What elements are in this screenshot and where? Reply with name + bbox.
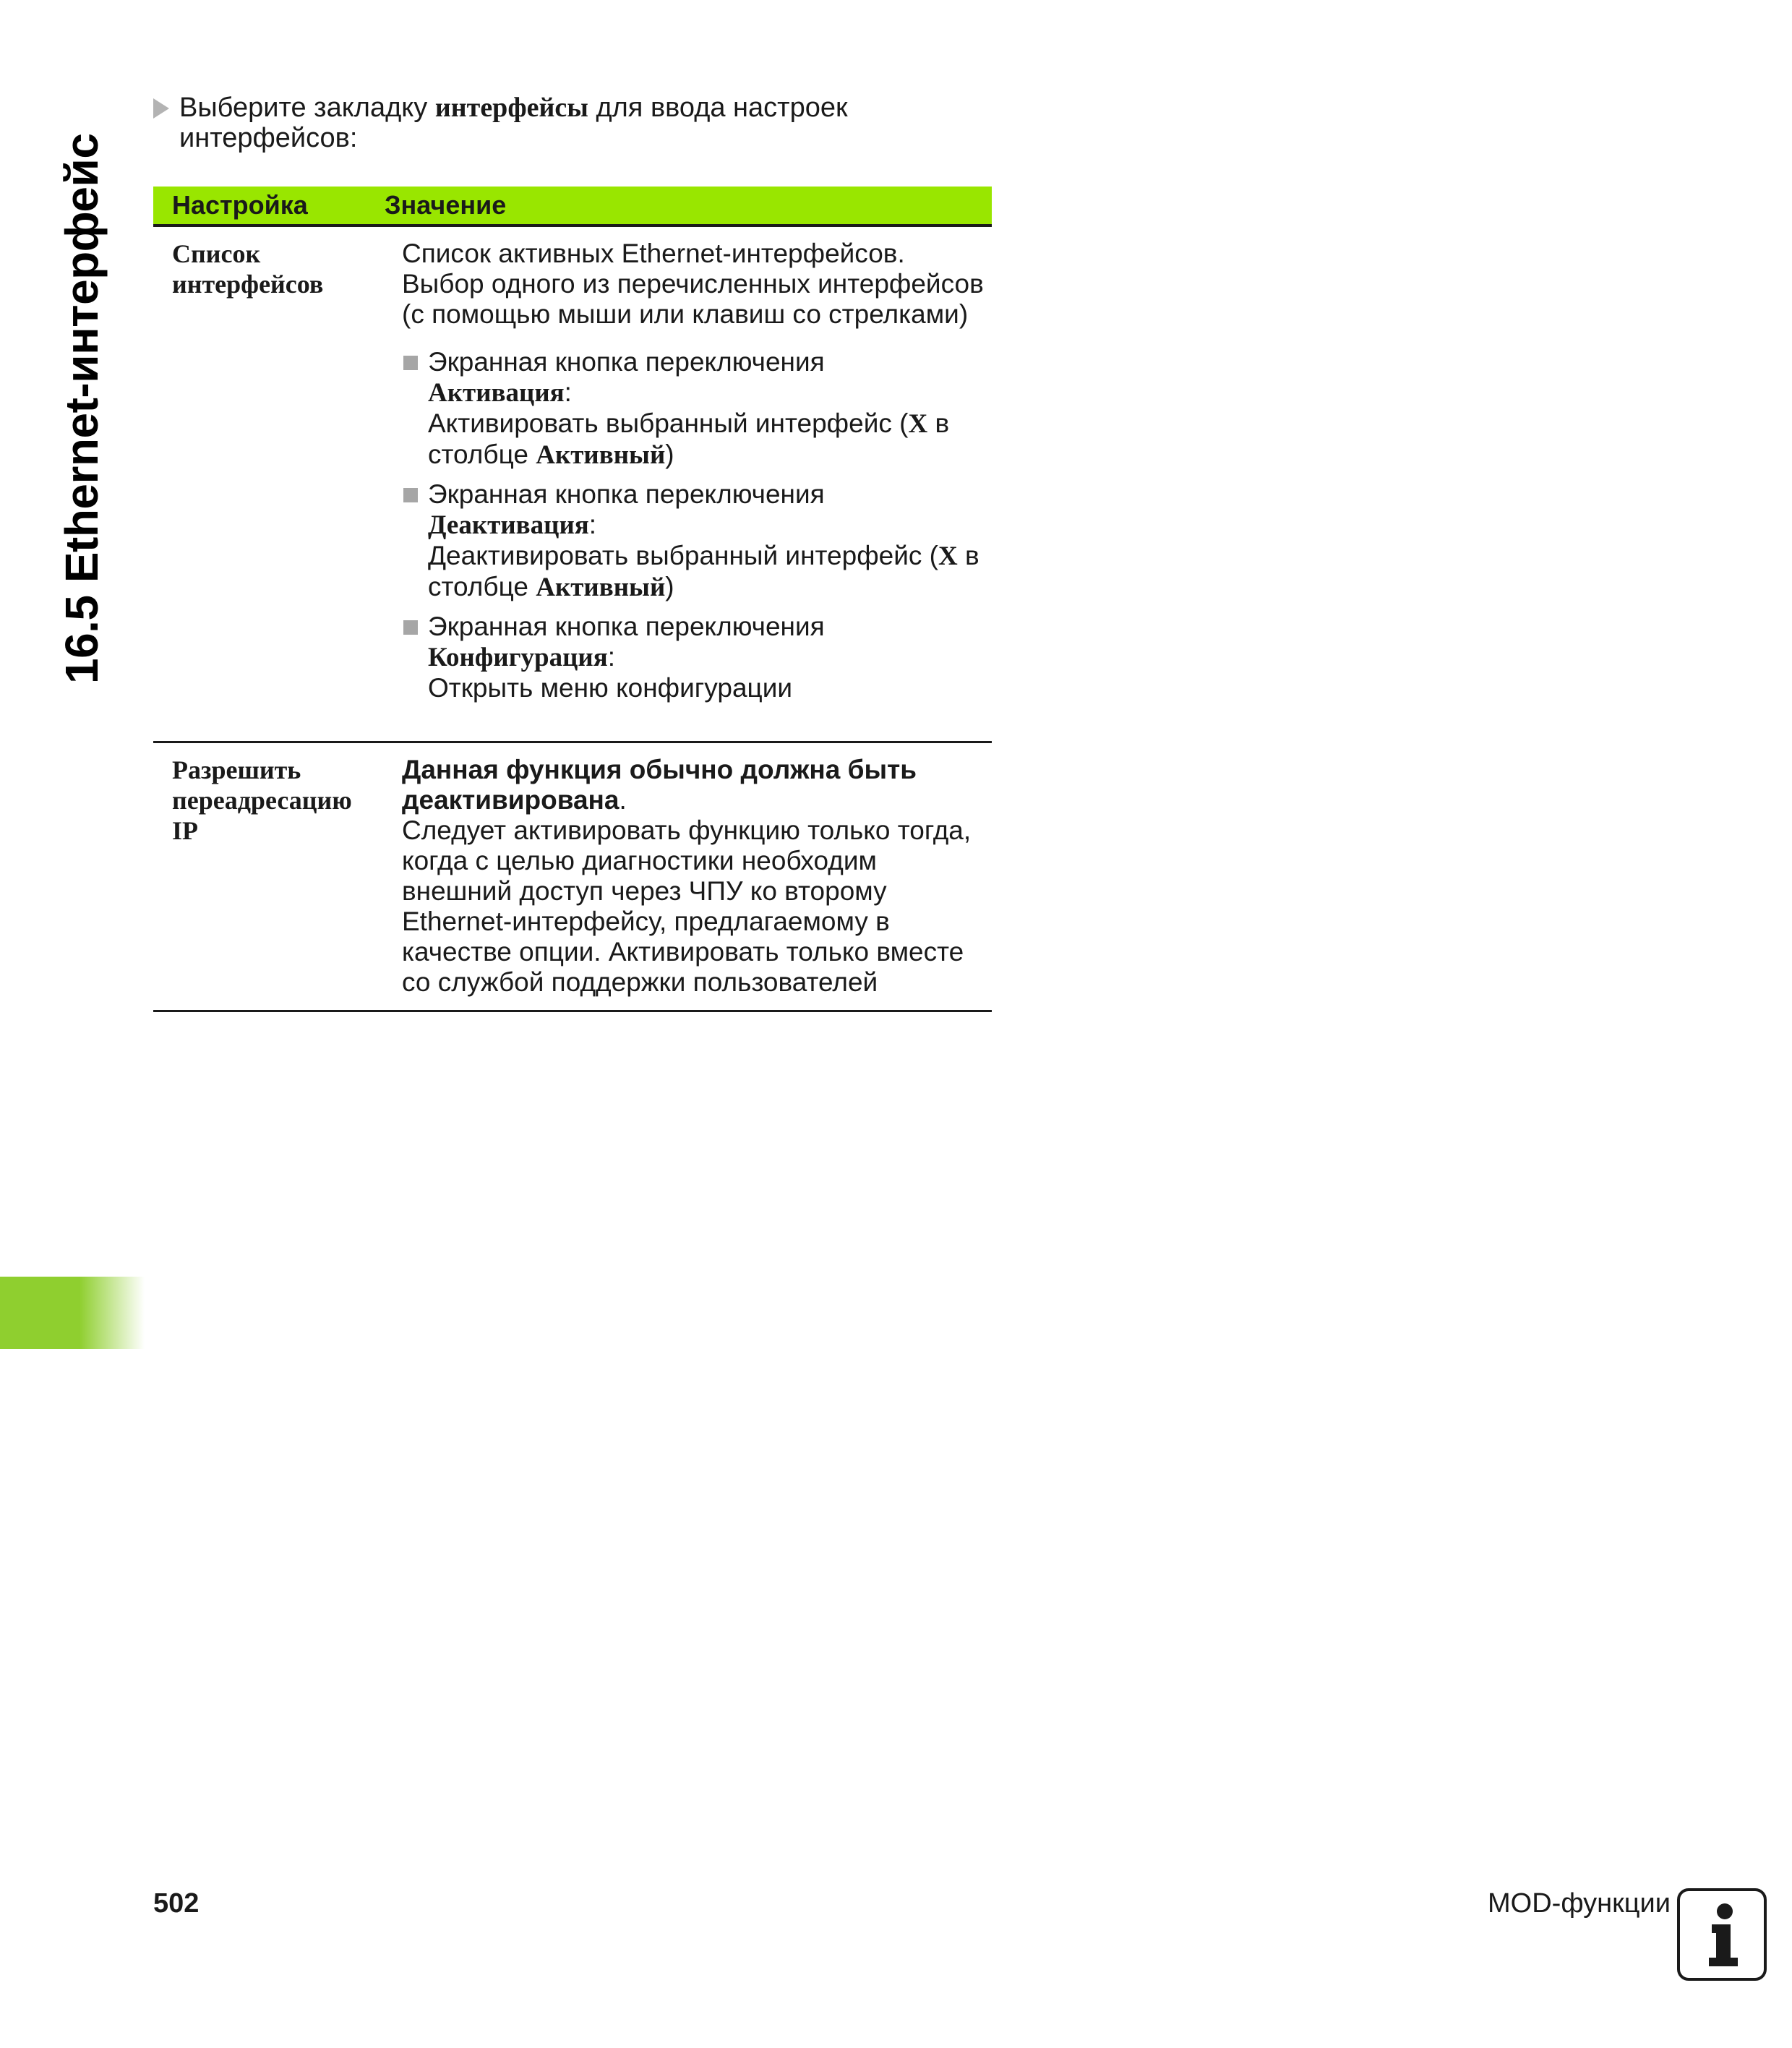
softkey-name: Активация [428,378,565,408]
bullet-text: Активировать выбранный интерфейс ( [428,408,909,438]
bullet-square-icon [403,620,418,635]
setting-desc: Список активных Ethernet-интерфейсов. Выбор одного из перечисленных интерфейсов (с помощью мыши или клавиш со стрелками) [402,239,984,329]
bullet-text: : [588,510,597,539]
step-arrow-icon [153,98,169,119]
setting-name [153,239,402,741]
setting-value [402,239,992,741]
bullet-text: в столбце [428,408,950,469]
bullet-text: Экранная кнопка переключения [428,479,825,509]
bullet-text: Экранная кнопка переключения [428,347,825,377]
list-item [402,612,992,703]
table-row [153,743,992,1012]
intro-text [179,93,992,153]
bullet-text: Деактивировать выбранный интерфейс ( [428,541,938,570]
bullet-text: Открыть меню конфигурации [428,673,793,703]
setting-warning-end: . [619,785,627,815]
bullet-square-icon [403,356,418,370]
bullet-bold: Активный [536,440,666,470]
bullet-list [402,347,992,703]
table-header [153,187,992,227]
list-item [402,347,992,471]
bullet-bold: X [938,541,958,571]
bullet-bold: Активный [536,573,666,602]
bullet-text: в столбце [428,541,979,601]
list-item [402,479,992,603]
intro-tab-name: интерфейсы [434,93,588,123]
setting-value [402,755,992,1010]
bullet-text: : [607,642,616,672]
info-icon [1677,1888,1767,1981]
bullet-text: : [564,377,572,407]
intro-step [153,93,992,153]
bullet-bold: X [908,409,928,439]
softkey-name: Конфигурация [428,643,608,672]
header-value: Значение [385,190,507,220]
softkey-name: Деактивация [428,510,589,540]
chapter-title: MOD-функции [1488,1888,1671,1919]
intro-text-part: для ввода настроек интерфейсов: [179,93,848,153]
setting-name [153,755,402,1010]
bullet-text: Экранная кнопка переключения [428,612,825,641]
setting-warning: Данная функция обычно должна быть деактивирована [402,755,917,815]
chapter-tab [0,1277,145,1349]
setting-name-text: Список интерфейсов [172,239,324,299]
header-setting: Настройка [172,190,308,220]
setting-desc: Следует активировать функцию только тогда, когда с целью диагностики необходим внешний доступ через ЧПУ ко второму Ethernet-интерфейсу, предлагаемому в качестве опции. Активировать только вместе со службой поддержки пользователей [402,815,972,997]
page-number: 502 [153,1888,200,1919]
intro-text-part: Выберите закладку [179,93,435,123]
bullet-text: ) [665,440,674,469]
bullet-square-icon [403,488,418,502]
table-row [153,227,992,743]
setting-name-text: Разрешить переадресацию IP [172,755,352,845]
settings-table [153,187,992,1012]
section-heading: 16.5 Ethernet-интерфейс [56,133,108,684]
bullet-text: ) [665,572,674,601]
setting-note [402,755,992,815]
